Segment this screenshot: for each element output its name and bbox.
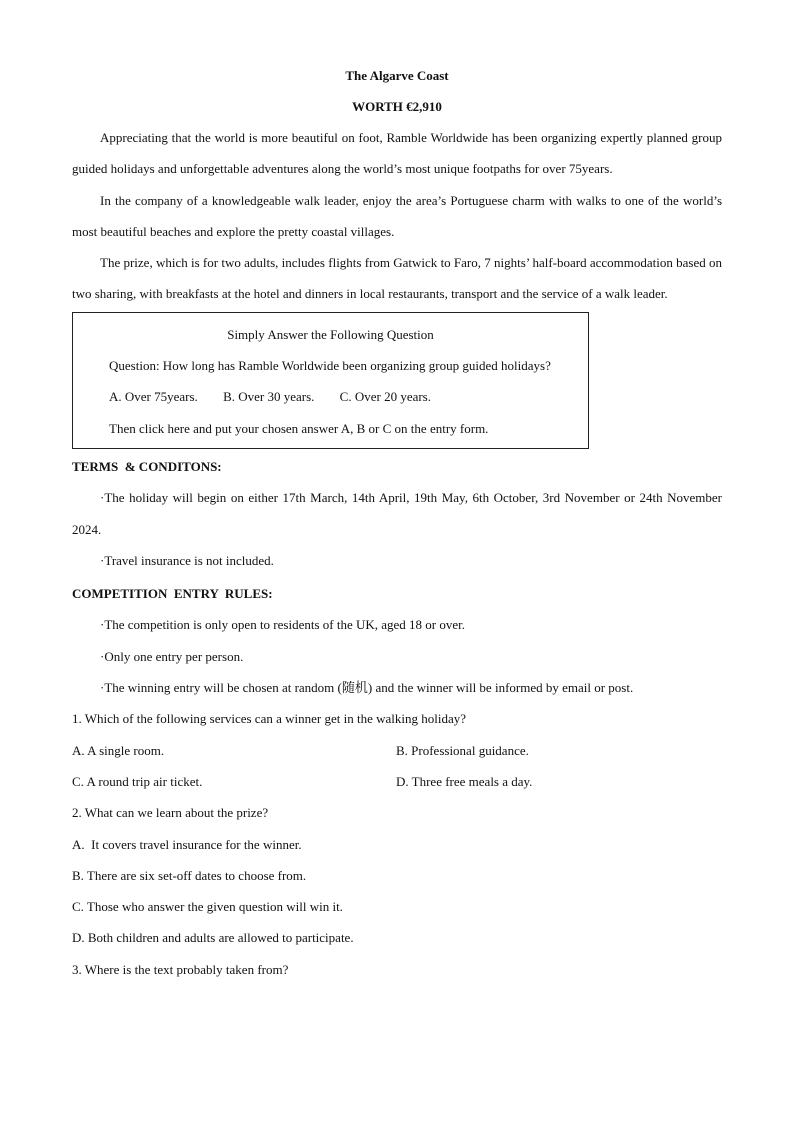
question-2-option-c[interactable]: C. Those who answer the given question will win it. <box>72 899 343 915</box>
question-2-option-a[interactable]: A. It covers travel insurance for the winner. <box>72 836 302 852</box>
question-2-stem: 2. What can we learn about the prize? <box>72 805 269 821</box>
document-title: The Algarve Coast <box>345 68 449 83</box>
question-1-option-a[interactable]: A. A single room. <box>72 742 165 758</box>
question-box <box>72 312 589 449</box>
question-2-option-b[interactable]: B. There are six set-off dates to choose from. <box>72 867 307 883</box>
question-box-option-a[interactable]: A. Over 75years. <box>109 389 198 405</box>
rules-heading: COMPETITION ENTRY RULES: <box>72 586 273 602</box>
walk-leader-paragraph: In the company of a knowledgeable walk leader, enjoy the area’s Portuguese charm with walks to one of the world’s most beautiful beaches and explore the pretty coastal villages. <box>72 192 722 239</box>
question-2-option-d[interactable]: D. Both children and adults are allowed to participate. <box>72 930 354 946</box>
terms-item-dates: ·The holiday will begin on either 17th March, 14th April, 19th May, 6th October, 3rd November or 24th November 2024. <box>72 490 722 537</box>
question-1-option-c[interactable]: C. A round trip air ticket. <box>72 773 203 789</box>
question-box-heading: Simply Answer the Following Question <box>227 326 434 342</box>
question-box-question: Question: How long has Ramble Worldwide been organizing group guided holidays? <box>109 358 551 374</box>
terms-item-insurance: ·Travel insurance is not included. <box>100 552 274 568</box>
question-1-options-row-1 <box>72 735 722 766</box>
prize-paragraph: The prize, which is for two adults, includes flights from Gatwick to Faro, 7 nights’ half-board accommodation based on two sharing, with breakfasts at the hotel and dinners in local restaurants, transport and the service of a walk leader. <box>72 255 722 302</box>
question-box-option-c[interactable]: C. Over 20 years. <box>339 389 431 405</box>
document-page <box>72 60 722 985</box>
rules-item-winner: ·The winning entry will be chosen at random (随机) and the winner will be informed by email or post. <box>100 680 634 696</box>
question-1-option-d[interactable]: D. Three free meals a day. <box>396 773 533 789</box>
question-1-options-row-2 <box>72 766 722 797</box>
terms-heading: TERMS & CONDITONS: <box>72 458 222 474</box>
intro-paragraph: Appreciating that the world is more beautiful on foot, Ramble Worldwide has been organizing expertly planned group guided holidays and unforgettable adventures along the world’s most unique footpaths for over 75years. <box>72 130 722 177</box>
question-box-options <box>73 381 588 412</box>
question-1-stem: 1. Which of the following services can a winner get in the walking holiday? <box>72 711 466 727</box>
rules-item-residents: ·The competition is only open to residents of the UK, aged 18 or over. <box>100 617 466 633</box>
rules-item-one-entry: ·Only one entry per person. <box>100 648 244 664</box>
question-box-instruction: Then click here and put your chosen answer A, B or C on the entry form. <box>109 420 489 436</box>
question-box-option-b[interactable]: B. Over 30 years. <box>223 389 315 405</box>
question-3-stem: 3. Where is the text probably taken from? <box>72 961 289 977</box>
prize-worth: WORTH €2,910 <box>352 99 442 114</box>
question-1-option-b[interactable]: B. Professional guidance. <box>396 742 529 758</box>
